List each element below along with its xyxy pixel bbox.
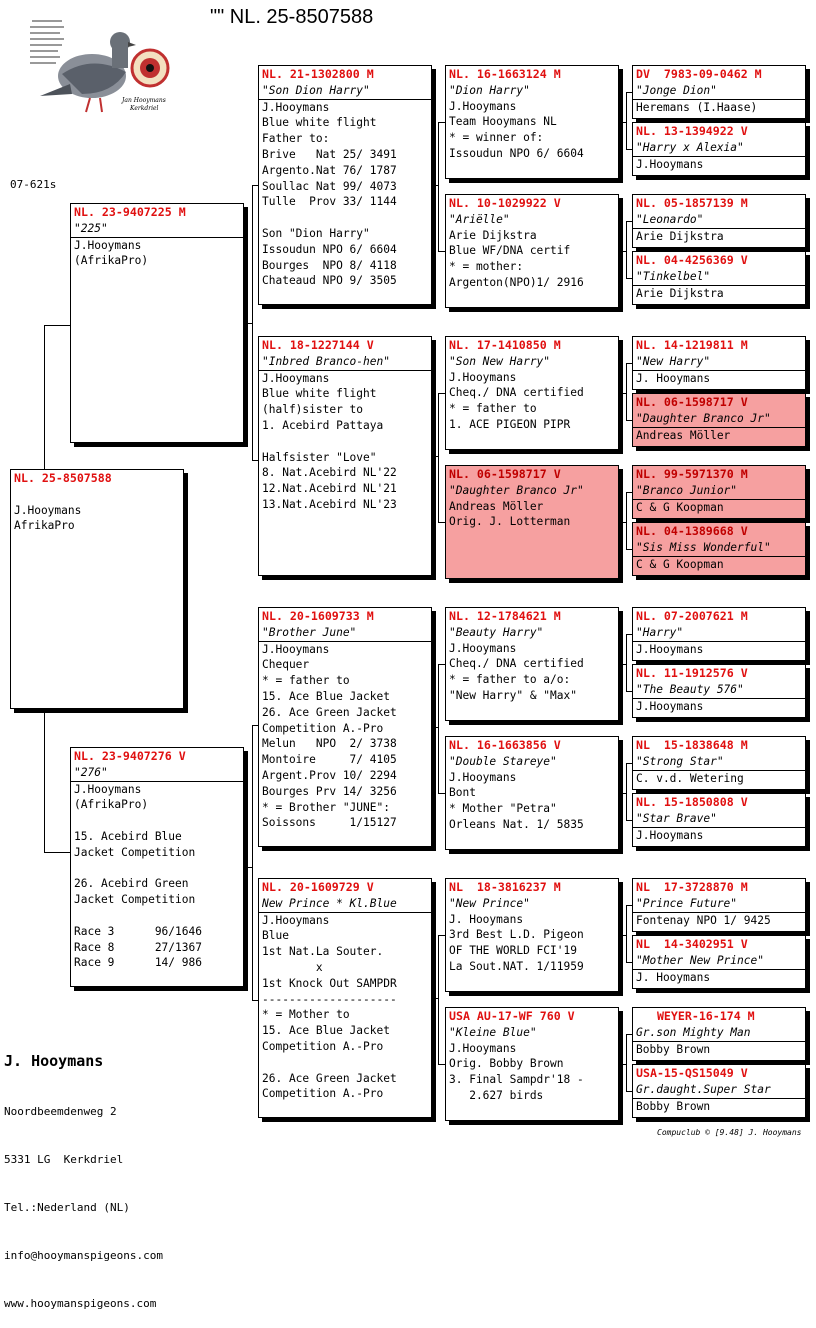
ring-number: NL. 23-9407276 V bbox=[74, 749, 186, 763]
connector-line bbox=[438, 664, 439, 793]
pedigree-line: Chateaud NPO 9/ 3505 bbox=[262, 274, 397, 288]
pedigree-line: J.Hooymans bbox=[262, 371, 330, 385]
pedigree-line: Team Hooymans NL bbox=[449, 115, 557, 129]
connector-line bbox=[619, 122, 626, 123]
pedigree-card-ancestor bbox=[632, 793, 806, 847]
ring-number: NL 17-3728870 M bbox=[636, 880, 748, 894]
pigeon-name: "Inbred Branco-hen" bbox=[259, 354, 431, 371]
pedigree-line bbox=[74, 813, 240, 829]
connector-line bbox=[626, 905, 627, 962]
ring-number: USA AU-17-WF 760 V bbox=[449, 1009, 575, 1023]
pedigree-line: * Mother "Petra" bbox=[449, 802, 557, 816]
connector-line bbox=[626, 363, 627, 420]
pigeon-name: "276" bbox=[71, 765, 243, 782]
pigeon-name: "Branco Junior" bbox=[633, 483, 805, 500]
pedigree-line: Halfsister "Love" bbox=[262, 450, 377, 464]
pedigree-card-ancestor bbox=[632, 607, 806, 661]
pedigree-line: Competition A.-Pro bbox=[262, 1039, 384, 1053]
pedigree-line: J.Hooymans bbox=[74, 238, 142, 252]
ring-number: NL. 13-1394922 V bbox=[636, 124, 748, 138]
breeder-email: info@hooymanspigeons.com bbox=[4, 1249, 163, 1262]
pedigree-card-ancestor bbox=[632, 1007, 806, 1061]
pedigree-line: J.Hooymans bbox=[449, 770, 517, 784]
pedigree-line: Issoudun NPO 6/ 6604 bbox=[449, 146, 584, 160]
pedigree-card-ancestor bbox=[632, 935, 806, 989]
ring-number: NL. 99-5971370 M bbox=[636, 467, 748, 481]
pedigree-line: Son "Dion Harry" bbox=[262, 226, 370, 240]
pedigree-line: 3rd Best L.D. Pigeon bbox=[449, 928, 584, 942]
pedigree-line: 15. Ace Blue Jacket bbox=[262, 689, 390, 703]
connector-line bbox=[44, 852, 70, 853]
ring-number: NL. 20-1609733 M bbox=[262, 609, 374, 623]
pigeon-name: "Prince Future" bbox=[633, 896, 805, 913]
pigeon-owner: J.Hooymans bbox=[636, 642, 704, 656]
pedigree-card-ancestor bbox=[632, 465, 806, 519]
connector-line bbox=[438, 1064, 445, 1065]
pedigree-line: J.Hooymans bbox=[14, 503, 82, 517]
pigeon-name: "Daughter Branco Jr" bbox=[633, 411, 805, 428]
pigeon-name: Gr.son Mighty Man bbox=[633, 1025, 805, 1042]
pedigree-line: 26. Ace Green Jacket bbox=[262, 705, 397, 719]
pedigree-card-great-grandparent bbox=[445, 736, 619, 850]
connector-line bbox=[619, 935, 626, 936]
ring-number: NL. 16-1663124 M bbox=[449, 67, 561, 81]
breeder-line: Tel.:Nederland (NL) bbox=[4, 1201, 130, 1214]
pigeon-owner: Bobby Brown bbox=[636, 1099, 711, 1113]
ring-number: NL. 21-1302800 M bbox=[262, 67, 374, 81]
pedigree-line: 12.Nat.Acebird NL'21 bbox=[262, 482, 397, 496]
pedigree-line: Orleans Nat. 1/ 5835 bbox=[449, 817, 584, 831]
pedigree-card-great-grandparent bbox=[445, 65, 619, 179]
pedigree-line: "New Harry" & "Max" bbox=[449, 688, 577, 702]
pedigree-card-grandparent bbox=[258, 607, 432, 847]
pigeon-owner: J.Hooymans bbox=[636, 699, 704, 713]
pedigree-code: 07-621s bbox=[10, 178, 57, 191]
connector-line bbox=[619, 664, 626, 665]
breeder-info bbox=[4, 1018, 163, 1328]
pedigree-line: J.Hooymans bbox=[262, 100, 330, 114]
pedigree-line: 1. Acebird Pattaya bbox=[262, 418, 384, 432]
pedigree-card-ancestor bbox=[632, 1064, 806, 1118]
pedigree-line: La Sout.NAT. 1/11959 bbox=[449, 959, 584, 973]
pigeon-logo bbox=[22, 14, 172, 122]
pedigree-line: 26. Acebird Green bbox=[74, 877, 189, 891]
pedigree-line bbox=[74, 908, 240, 924]
pedigree-line: Orig. J. Lotterman bbox=[449, 515, 571, 529]
ring-number: NL. 04-1389668 V bbox=[636, 524, 748, 538]
pigeon-name: "Sis Miss Wonderful" bbox=[633, 540, 805, 557]
pedigree-line: Jacket Competition bbox=[74, 845, 196, 859]
pigeon-name: "Harry" bbox=[633, 625, 805, 642]
pedigree-card-ancestor bbox=[632, 194, 806, 248]
pedigree-line bbox=[262, 1055, 428, 1071]
connector-line bbox=[432, 456, 438, 457]
pigeon-owner: J. Hooymans bbox=[636, 970, 711, 984]
pigeon-owner: Bobby Brown bbox=[636, 1042, 711, 1056]
ring-number: WEYER-16-174 M bbox=[636, 1009, 755, 1023]
connector-line bbox=[438, 251, 445, 252]
connector-line bbox=[438, 935, 439, 1064]
pedigree-line: Chequer bbox=[262, 658, 310, 672]
connector-line bbox=[44, 709, 45, 852]
pedigree-line: (AfrikaPro) bbox=[74, 254, 149, 268]
pigeon-owner: Arie Dijkstra bbox=[636, 229, 724, 243]
ring-number: NL. 10-1029922 V bbox=[449, 196, 561, 210]
pigeon-name: "Jonge Dion" bbox=[633, 83, 805, 100]
connector-line bbox=[432, 998, 438, 999]
ring-number: NL. 18-1227144 V bbox=[262, 338, 374, 352]
connector-line bbox=[438, 122, 439, 251]
pedigree-line: * = father to bbox=[449, 402, 537, 416]
pedigree-line: 13.Nat.Acebird NL'23 bbox=[262, 497, 397, 511]
pigeon-owner: J.Hooymans bbox=[636, 828, 704, 842]
pedigree-line: * = father to bbox=[262, 674, 350, 688]
ring-number: NL. 23-9407225 M bbox=[74, 205, 186, 219]
pigeon-name: "Son Dion Harry" bbox=[259, 83, 431, 100]
pedigree-line: Soissons 1/15127 bbox=[262, 816, 397, 830]
connector-line bbox=[619, 251, 626, 252]
pedigree-line bbox=[262, 210, 428, 226]
ring-number: DV 7983-09-0462 M bbox=[636, 67, 762, 81]
pigeon-owner: J. Hooymans bbox=[636, 371, 711, 385]
connector-line bbox=[619, 393, 626, 394]
connector-line bbox=[626, 634, 627, 691]
ring-number: NL. 25-8507588 bbox=[14, 471, 112, 485]
pigeon-name: Gr.daught.Super Star bbox=[633, 1082, 805, 1099]
pedigree-card-grandparent bbox=[258, 336, 432, 576]
ring-number: NL. 20-1609729 V bbox=[262, 880, 374, 894]
connector-line bbox=[244, 323, 252, 324]
pedigree-line: * = father to a/o: bbox=[449, 673, 571, 687]
pigeon-owner: Fontenay NPO 1/ 9425 bbox=[636, 913, 771, 927]
pedigree-line: Melun NPO 2/ 3738 bbox=[262, 737, 397, 751]
pedigree-card-ancestor bbox=[632, 251, 806, 305]
ring-number: USA-15-QS15049 V bbox=[636, 1066, 748, 1080]
breeder-website: www.hooymanspigeons.com bbox=[4, 1297, 157, 1310]
pedigree-card-great-grandparent bbox=[445, 1007, 619, 1121]
pedigree-line: Race 3 96/1646 bbox=[74, 924, 202, 938]
pedigree-line: Andreas Möller bbox=[449, 499, 544, 513]
pigeon-name: "Star Brave" bbox=[633, 811, 805, 828]
pigeon-name: "The Beauty 576" bbox=[633, 682, 805, 699]
pedigree-line: J.Hooymans bbox=[449, 1041, 517, 1055]
pedigree-line: J.Hooymans bbox=[262, 913, 330, 927]
pedigree-card-parent bbox=[70, 203, 244, 443]
pedigree-card-ancestor bbox=[632, 664, 806, 718]
pedigree-line: J. Hooymans bbox=[449, 912, 524, 926]
connector-line bbox=[626, 92, 627, 149]
pigeon-name: "New Prince" bbox=[449, 896, 530, 910]
pedigree-line: Soullac Nat 99/ 4073 bbox=[262, 179, 397, 193]
pigeon-name: "Tinkelbel" bbox=[633, 269, 805, 286]
connector-line bbox=[438, 393, 445, 394]
pedigree-line: Issoudun NPO 6/ 6604 bbox=[262, 242, 397, 256]
pedigree-line: Jacket Competition bbox=[74, 893, 196, 907]
connector-line bbox=[619, 522, 626, 523]
ring-number: NL 14-3402951 V bbox=[636, 937, 748, 951]
ring-number: NL. 07-2007621 M bbox=[636, 609, 748, 623]
pigeon-name: "Harry x Alexia" bbox=[633, 140, 805, 157]
connector-line bbox=[44, 325, 70, 326]
connector-line bbox=[626, 492, 627, 549]
pedigree-line bbox=[74, 861, 240, 877]
pigeon-name: "Double Stareye" bbox=[449, 754, 557, 768]
pedigree-line: Blue bbox=[262, 929, 289, 943]
pedigree-line: Blue WF/DNA certif bbox=[449, 244, 571, 258]
pedigree-line: J.Hooymans bbox=[449, 641, 517, 655]
pedigree-card-ancestor bbox=[632, 878, 806, 932]
pigeon-owner: C & G Koopman bbox=[636, 500, 724, 514]
pigeon-owner: J.Hooymans bbox=[636, 157, 704, 171]
page-title: "" NL. 25-8507588 bbox=[210, 6, 374, 28]
connector-line bbox=[619, 1064, 626, 1065]
pigeon-owner: Andreas Möller bbox=[636, 428, 731, 442]
pedigree-card-grandparent bbox=[258, 65, 432, 305]
pigeon-name: "225" bbox=[71, 221, 243, 238]
pedigree-line: J.Hooymans bbox=[74, 782, 142, 796]
pedigree-line: 15. Ace Blue Jacket bbox=[262, 1024, 390, 1038]
pedigree-line: (AfrikaPro) bbox=[74, 798, 149, 812]
pedigree-line: Orig. Bobby Brown bbox=[449, 1057, 564, 1071]
pedigree-line: Brive Nat 25/ 3491 bbox=[262, 147, 397, 161]
pedigree-card-great-grandparent bbox=[445, 878, 619, 992]
connector-line bbox=[438, 793, 445, 794]
pigeon-name: "Leonardo" bbox=[633, 212, 805, 229]
pedigree-card-great-grandparent bbox=[445, 336, 619, 450]
logo-name: Jan Hooymans bbox=[122, 97, 166, 104]
pigeon-owner: Arie Dijkstra bbox=[636, 286, 724, 300]
pedigree-line: Argenton(NPO)1/ 2916 bbox=[449, 275, 584, 289]
pedigree-line: 3. Final Sampdr'18 - bbox=[449, 1073, 584, 1087]
connector-line bbox=[432, 185, 438, 186]
pigeon-owner: C. v.d. Wetering bbox=[636, 771, 744, 785]
pedigree-card-great-grandparent bbox=[445, 465, 619, 579]
connector-line bbox=[44, 325, 45, 469]
pigeon-name: "Mother New Prince" bbox=[633, 953, 805, 970]
connector-line bbox=[619, 793, 626, 794]
pedigree-line: Cheq./ DNA certified bbox=[449, 386, 584, 400]
pigeon-owner: C & G Koopman bbox=[636, 557, 724, 571]
pedigree-line: 1st Nat.La Souter. bbox=[262, 945, 384, 959]
pedigree-line: 1. ACE PIGEON PIPR bbox=[449, 417, 571, 431]
breeder-name: J. Hooymans bbox=[4, 1052, 104, 1070]
pedigree-line: Bont bbox=[449, 786, 476, 800]
ring-number: NL 18-3816237 M bbox=[449, 880, 561, 894]
pedigree-line: * = mother: bbox=[449, 260, 524, 274]
ring-number: NL. 11-1912576 V bbox=[636, 666, 748, 680]
pedigree-line: Cheq./ DNA certified bbox=[449, 657, 584, 671]
breeder-line: 5331 LG Kerkdriel bbox=[4, 1153, 124, 1166]
ring-number: NL. 14-1219811 M bbox=[636, 338, 748, 352]
pedigree-line: AfrikaPro bbox=[14, 519, 75, 533]
pedigree-line: J.Hooymans bbox=[449, 99, 517, 113]
connector-line bbox=[252, 725, 253, 867]
pedigree-line: Arie Dijkstra bbox=[449, 228, 537, 242]
ring-number: NL. 05-1857139 M bbox=[636, 196, 748, 210]
pedigree-line bbox=[262, 434, 428, 450]
pedigree-line: * = winner of: bbox=[449, 131, 544, 145]
pedigree-line: 1st Knock Out SAMPDR bbox=[262, 976, 397, 990]
connector-line bbox=[252, 185, 253, 323]
pigeon-name: "Son New Harry" bbox=[449, 354, 551, 368]
pigeon-name: "Brother June" bbox=[259, 625, 431, 642]
logo-text-lines bbox=[30, 20, 64, 64]
ring-number: NL. 12-1784621 M bbox=[449, 609, 561, 623]
pigeon-name: "Daughter Branco Jr" bbox=[449, 483, 584, 497]
connector-line bbox=[626, 763, 627, 820]
ring-number: NL. 06-1598717 V bbox=[449, 467, 561, 481]
connector-line bbox=[438, 393, 439, 522]
pedigree-line: (half)sister to bbox=[262, 403, 364, 417]
pedigree-line: x bbox=[262, 960, 323, 974]
connector-line bbox=[252, 323, 253, 460]
ring-number: NL. 06-1598717 V bbox=[636, 395, 748, 409]
pedigree-line: Bourges NPO 8/ 4118 bbox=[262, 258, 397, 272]
breeder-line: Noordbeemdenweg 2 bbox=[4, 1105, 117, 1118]
pedigree-card-ancestor bbox=[632, 65, 806, 119]
pedigree-line: 2.627 birds bbox=[449, 1088, 544, 1102]
connector-line bbox=[438, 935, 445, 936]
pedigree-card-great-grandparent bbox=[445, 607, 619, 721]
ring-number: NL. 17-1410850 M bbox=[449, 338, 561, 352]
pedigree-line: -------------------- bbox=[262, 992, 397, 1006]
ring-number: NL. 15-1850808 V bbox=[636, 795, 748, 809]
pigeon-name: "Ariëlle" bbox=[449, 212, 510, 226]
pedigree-card-ancestor bbox=[632, 522, 806, 576]
pedigree-card-subject bbox=[10, 469, 184, 709]
pigeon-owner: Heremans (I.Haase) bbox=[636, 100, 758, 114]
pedigree-line: OF THE WORLD FCI'19 bbox=[449, 944, 577, 958]
pedigree-line: 15. Acebird Blue bbox=[74, 829, 182, 843]
pedigree-line: 8. Nat.Acebird NL'22 bbox=[262, 466, 397, 480]
pedigree-line: Competition A.-Pro bbox=[262, 721, 384, 735]
pedigree-line bbox=[14, 487, 180, 503]
pedigree-line: Argent.Prov 10/ 2294 bbox=[262, 768, 397, 782]
pedigree-line: Competition A.-Pro bbox=[262, 1087, 384, 1101]
ring-number: NL. 16-1663856 V bbox=[449, 738, 561, 752]
pedigree-card-great-grandparent bbox=[445, 194, 619, 308]
pedigree-line: 26. Ace Green Jacket bbox=[262, 1071, 397, 1085]
connector-line bbox=[626, 1034, 627, 1091]
pedigree-card-ancestor bbox=[632, 336, 806, 390]
pedigree-line: Argento.Nat 76/ 1787 bbox=[262, 163, 397, 177]
pigeon-name: "Kleine Blue" bbox=[449, 1025, 537, 1039]
connector-line bbox=[626, 221, 627, 278]
pedigree-line: Tulle Prov 33/ 1144 bbox=[262, 195, 397, 209]
pedigree-line: * = Mother to bbox=[262, 1008, 350, 1022]
connector-line bbox=[438, 664, 445, 665]
pigeon-name: New Prince * Kl.Blue bbox=[259, 896, 431, 913]
pedigree-line: J.Hooymans bbox=[449, 370, 517, 384]
pedigree-card-ancestor bbox=[632, 122, 806, 176]
pedigree-line: J.Hooymans bbox=[262, 642, 330, 656]
pigeon-name: "Beauty Harry" bbox=[449, 625, 544, 639]
connector-line bbox=[432, 727, 438, 728]
connector-line bbox=[438, 122, 445, 123]
connector-line bbox=[244, 867, 252, 868]
pedigree-line: Race 8 27/1367 bbox=[74, 940, 202, 954]
pedigree-card-grandparent bbox=[258, 878, 432, 1118]
ring-number: NL. 04-4256369 V bbox=[636, 253, 748, 267]
pedigree-line: Blue white flight bbox=[262, 116, 377, 130]
pigeon-name: "Strong Star" bbox=[633, 754, 805, 771]
pedigree-line: Bourges Prv 14/ 3256 bbox=[262, 784, 397, 798]
logo-place: Kerkdriel bbox=[130, 105, 159, 112]
pedigree-line: Montoire 7/ 4105 bbox=[262, 753, 397, 767]
ring-number: NL 15-1838648 M bbox=[636, 738, 748, 752]
pedigree-card-parent bbox=[70, 747, 244, 987]
pigeon-name: "Dion Harry" bbox=[449, 83, 530, 97]
connector-line bbox=[438, 522, 445, 523]
pigeon-name: "New Harry" bbox=[633, 354, 805, 371]
pedigree-line: Race 9 14/ 986 bbox=[74, 956, 202, 970]
pedigree-card-ancestor bbox=[632, 736, 806, 790]
connector-line bbox=[252, 867, 253, 1000]
pedigree-card-ancestor bbox=[632, 393, 806, 447]
pedigree-line: * = Brother "JUNE": bbox=[262, 800, 390, 814]
footer-credit: Compuclub © [9.48] J. Hooymans bbox=[657, 1128, 802, 1137]
pedigree-line: Blue white flight bbox=[262, 387, 377, 401]
pedigree-line: Father to: bbox=[262, 132, 330, 146]
